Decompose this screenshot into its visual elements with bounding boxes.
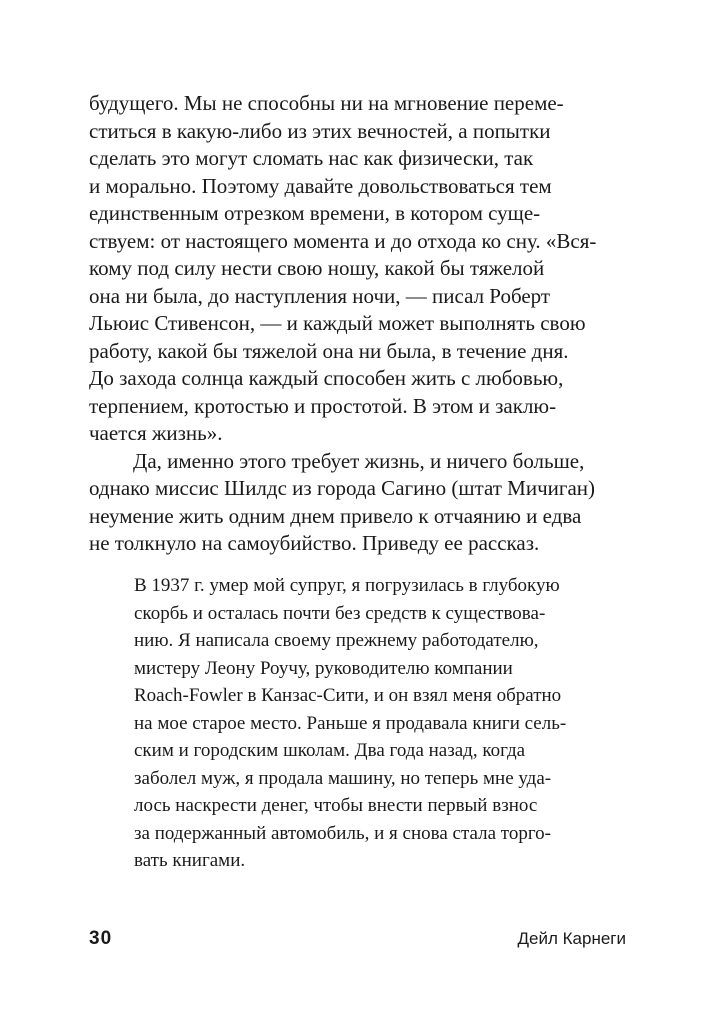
quote-line: мистеру Леону Роучу, руководителю компании (134, 657, 513, 679)
quote-line: за подержанный автомобиль, и я снова стала торго- (134, 822, 551, 844)
paragraph-2 (89, 448, 624, 558)
text-line: терпением, кротостью и простотой. В этом и заклю- (89, 393, 557, 418)
text-line: сделать это могут сломать нас как физически, так (89, 146, 534, 170)
text-line: не толкнуло на самоубийство. Приведу ее рассказ. (89, 531, 540, 555)
text-line: работу, какой бы тяжелой она ни была, в течение дня. (89, 338, 569, 363)
text-line: однако миссис Шилдс из города Сагино (штат Мичиган) (89, 476, 596, 500)
running-head-author: Дейл Карнеги (517, 929, 626, 948)
text-line: ствуем: от настоящего момента и до отхода ко сну. «Вся- (89, 228, 597, 253)
block-quote (134, 572, 626, 875)
quote-line: нию. Я написала своему прежнему работодателю, (134, 630, 539, 651)
text-line: Льюис Стивенсон, — и каждый может выполнять свою (89, 311, 586, 335)
page-number: 30 (89, 928, 113, 949)
text-line: и морально. Поэтому давайте довольствоваться тем (89, 173, 552, 198)
text-line: ститься в какую-либо из этих вечностей, а попытки (89, 118, 551, 143)
quote-line: В 1937 г. умер мой супруг, я погрузилась в глубокую (134, 575, 560, 596)
text-line: единственным отрезком времени, в котором суще- (89, 201, 541, 225)
quote-line: лось наскрести денег, чтобы внести первый взнос (134, 795, 538, 816)
quote-line: заболел муж, я продала машину, но теперь мне уда- (134, 767, 552, 789)
quote-line: ским и городским школам. Два года назад, когда (134, 740, 526, 761)
quote-line: Roach-Fowler в Канзас-Сити, и он взял меня обратно (134, 685, 562, 706)
paragraph-1 (89, 90, 624, 448)
text-line: кому под силу нести свою ношу, какой бы тяжелой (89, 256, 545, 280)
quote-line: скорбь и осталась почти без средств к существова- (134, 602, 546, 624)
text-line: неумение жить одним днем привело к отчаянию и едва (89, 503, 582, 528)
text-line: будущего. Мы не способны ни на мгновение переме- (89, 91, 564, 115)
main-text (89, 90, 624, 558)
text-line: Да, именно этого требует жизнь, и ничего больше, (133, 448, 585, 473)
text-line: До захода солнца каждый способен жить с любовью, (89, 366, 564, 390)
text-line: она ни была, до наступления ночи, — писал Роберт (89, 283, 551, 308)
quote-line: вать книгами. (134, 850, 246, 871)
text-line: чается жизнь». (89, 421, 223, 445)
page-footer (89, 928, 626, 952)
quote-line: на мое старое место. Раньше я продавала книги сель- (134, 712, 567, 734)
quote-paragraph (134, 572, 626, 875)
